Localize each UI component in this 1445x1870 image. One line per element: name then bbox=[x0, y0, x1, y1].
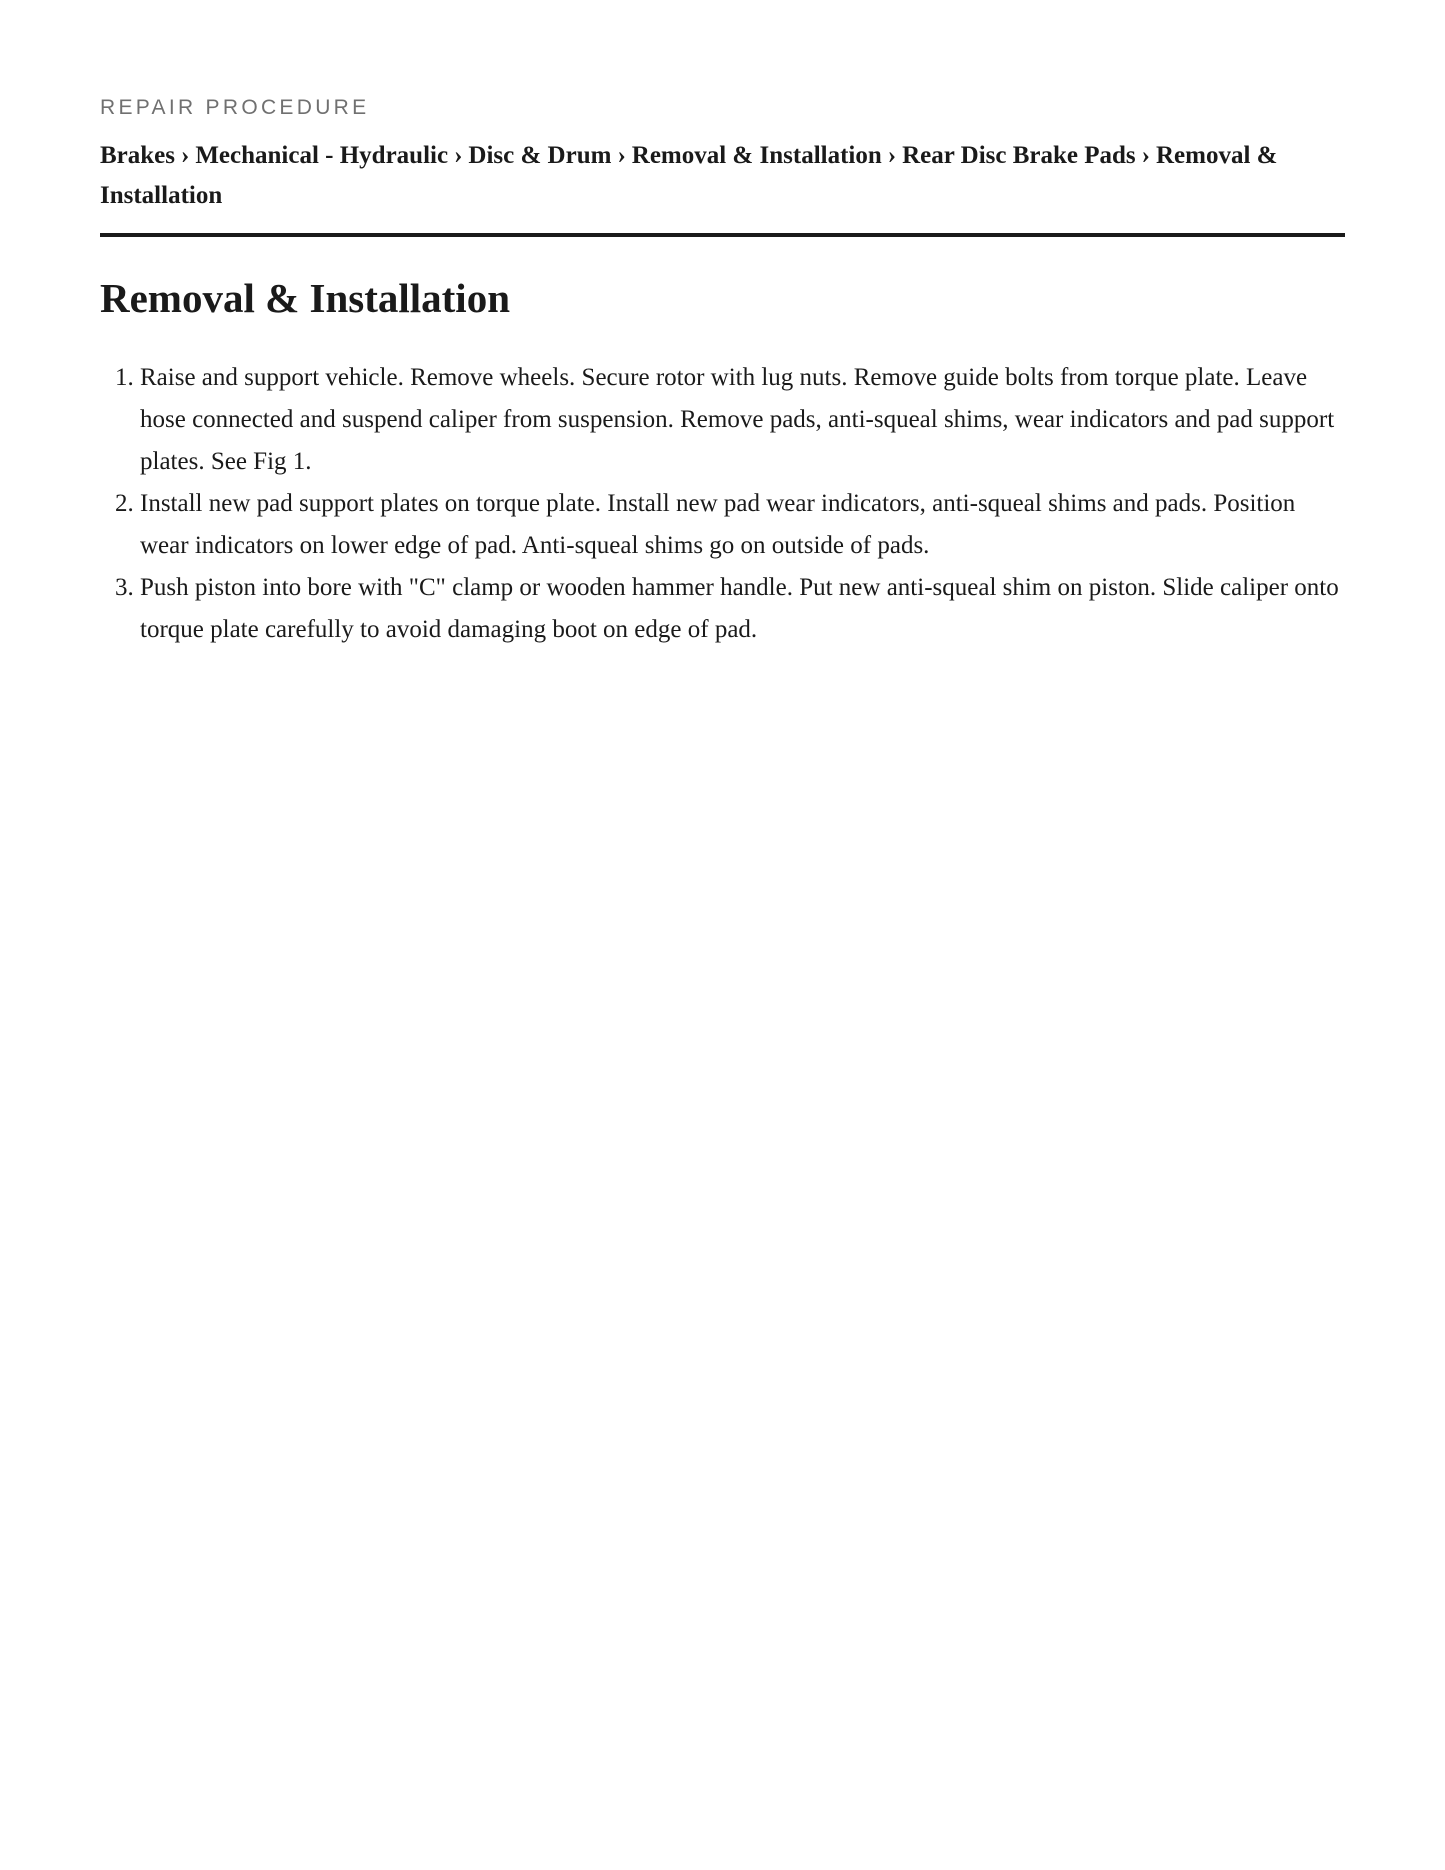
breadcrumb-separator: › bbox=[887, 142, 897, 169]
procedure-step-3: 3. Push piston into bore with "C" clamp or wooden hammer handle. Put new anti-squeal shim on piston. Slide caliper onto torque plate carefully to avoid damaging boot on edge of pad. bbox=[140, 567, 1350, 651]
breadcrumb-item-disc-drum[interactable]: Disc & Drum bbox=[468, 142, 612, 169]
breadcrumb-item-brakes[interactable]: Brakes bbox=[100, 142, 175, 169]
procedure-step-1: 1. Raise and support vehicle. Remove wheels. Secure rotor with lug nuts. Remove guide bolts from torque plate. Leave hose connected and suspend caliper from suspension. Remove pads, anti-squeal shims, wear indicators and pad support plates. See Fig 1. bbox=[140, 357, 1350, 483]
breadcrumb-separator: › bbox=[617, 142, 626, 169]
section-kicker: REPAIR PROCEDURE bbox=[100, 96, 370, 119]
header-divider bbox=[100, 233, 1345, 237]
breadcrumb-separator: › bbox=[454, 142, 463, 169]
document-page bbox=[0, 0, 1445, 651]
breadcrumb-item-mechanical-hydraulic[interactable]: Mechanical - Hydraulic bbox=[195, 142, 449, 169]
procedure-steps bbox=[100, 357, 1350, 651]
breadcrumb-item-removal-installation[interactable]: Removal & Installation bbox=[631, 142, 882, 169]
breadcrumb-separator: › bbox=[181, 142, 190, 169]
breadcrumb-item-current: Removal & Installation bbox=[100, 142, 1278, 209]
breadcrumb-separator: › bbox=[1141, 142, 1150, 169]
page-title: Removal & Installation bbox=[100, 275, 510, 321]
breadcrumb-item-rear-disc-brake-pads[interactable]: Rear Disc Brake Pads bbox=[902, 142, 1136, 169]
breadcrumb bbox=[100, 136, 1345, 216]
procedure-step-2: 2. Install new pad support plates on torque plate. Install new pad wear indicators, anti-squeal shims and pads. Position wear indicators on lower edge of pad. Anti-squeal shims go on outside of pads. bbox=[140, 483, 1350, 567]
